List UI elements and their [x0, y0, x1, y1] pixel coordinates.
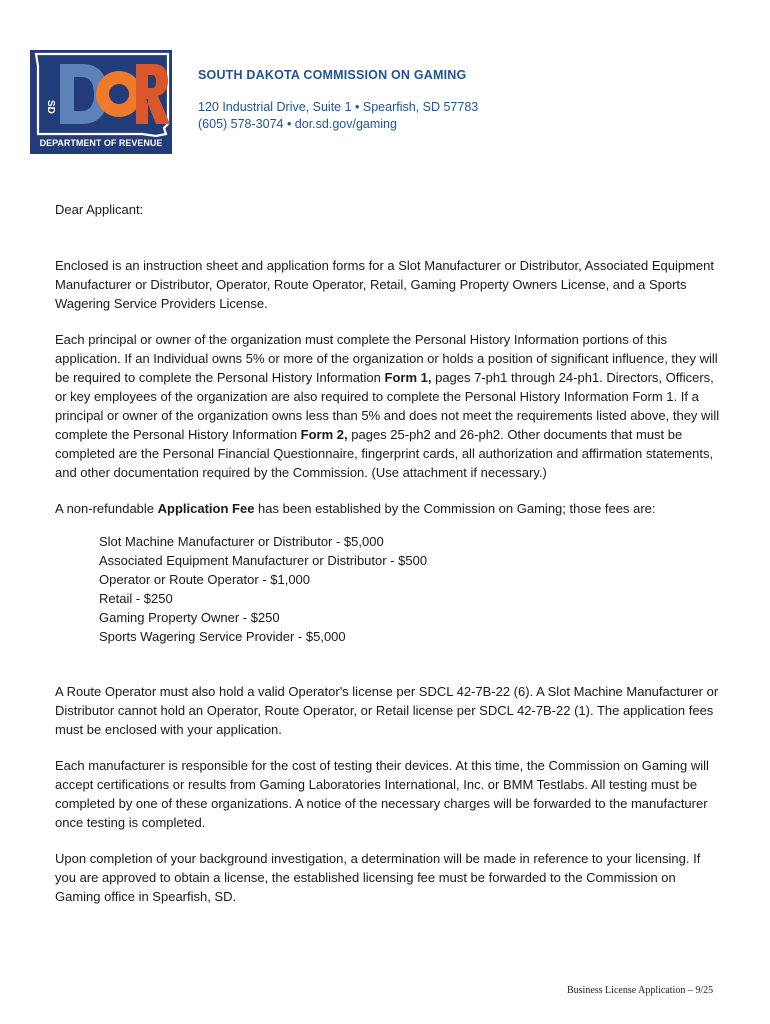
- text-segment: A non-refundable: [55, 501, 158, 516]
- logo-caption: DEPARTMENT OF REVENUE: [39, 138, 163, 148]
- letter-body: [55, 200, 720, 923]
- dor-logo: [30, 50, 172, 154]
- letter-r-icon: [136, 64, 170, 124]
- fee-item: Associated Equipment Manufacturer or Distributor - $500: [99, 553, 428, 568]
- paragraph-testing: Each manufacturer is responsible for the cost of testing their devices. At this time, the Commission on Gaming will accept certifications or results from Gaming Laboratories International, Inc. or BMM Testlabs. All testing must be completed by one of these organizations. A notice of the necessary charges will be forwarded to the manufacturer once testing is completed.: [55, 758, 709, 830]
- fee-item: Operator or Route Operator - $1,000: [99, 572, 311, 587]
- fee-item: Retail - $250: [99, 591, 173, 606]
- paragraph-intro: Enclosed is an instruction sheet and application forms for a Slot Manufacturer or Distributor, Associated Equipment Manufacturer or Distributor, Operator, Route Operator, Retail, Gaming Property Owners License, and a Sports Wagering Service Providers License.: [55, 258, 715, 311]
- text-segment: Each principal or owner of the organization must complete the Personal History Information portions of this application. If an Individual owns 5% or more of the organization or holds a position of significant influence, they will be required to complete the Personal History Information: [55, 332, 718, 385]
- fee-list: [99, 532, 720, 646]
- logo-graphic: [30, 50, 172, 154]
- page-footer: Business License Application – 9/25: [567, 985, 714, 996]
- fee-item: Slot Machine Manufacturer or Distributor - $5,000: [99, 534, 384, 549]
- salutation: Dear Applicant:: [55, 202, 144, 217]
- logo-state-abbr: SD: [45, 100, 56, 114]
- text-segment: pages 7-ph1 through 24-ph1. Directors, Officers, or key employees of the organization are also required to complete the Personal History Information Form 1. If a principal or owner of the organization owns less than 5% and does not meet the requirements listed above, they will complete the Personal History Information: [55, 370, 720, 442]
- text-segment: has been established by the Commission on Gaming; those fees are:: [254, 501, 656, 516]
- agency-address: 120 Industrial Drive, Suite 1 • Spearfish, SD 57783: [198, 100, 479, 114]
- fee-item: Sports Wagering Service Provider - $5,000: [99, 629, 346, 644]
- letterhead: [198, 67, 478, 133]
- paragraph-route-operator: A Route Operator must also hold a valid Operator's license per SDCL 42-7B-22 (6). A Slot Machine Manufacturer or Distributor cannot hold an Operator, Route Operator, or Retail license per SDCL 42-7B-22 (1). The application fees must be enclosed with your application.: [55, 684, 719, 737]
- paragraph-application-fee: [55, 499, 720, 518]
- paragraph-personal-history: [55, 330, 720, 482]
- agency-name: SOUTH DAKOTA COMMISSION ON GAMING: [198, 68, 467, 82]
- text-segment: pages 25-ph2 and 26-ph2. Other documents that must be completed are the Personal Financial Questionnaire, fingerprint cards, all authorization and affirmation statements, and other documentation required by the Commission. (Use attachment if necessary.): [55, 427, 714, 480]
- paragraph-completion: Upon completion of your background investigation, a determination will be made in reference to your licensing. If you are approved to obtain a license, the established licensing fee must be forwarded to the Commission on Gaming office in Spearfish, SD.: [55, 851, 701, 904]
- application-fee-label: Application Fee: [157, 501, 255, 516]
- fee-item: Gaming Property Owner - $250: [99, 610, 280, 625]
- form-1-label: Form 1,: [384, 370, 432, 385]
- form-2-label: Form 2,: [300, 427, 348, 442]
- agency-contact: (605) 578-3074 • dor.sd.gov/gaming: [198, 117, 397, 131]
